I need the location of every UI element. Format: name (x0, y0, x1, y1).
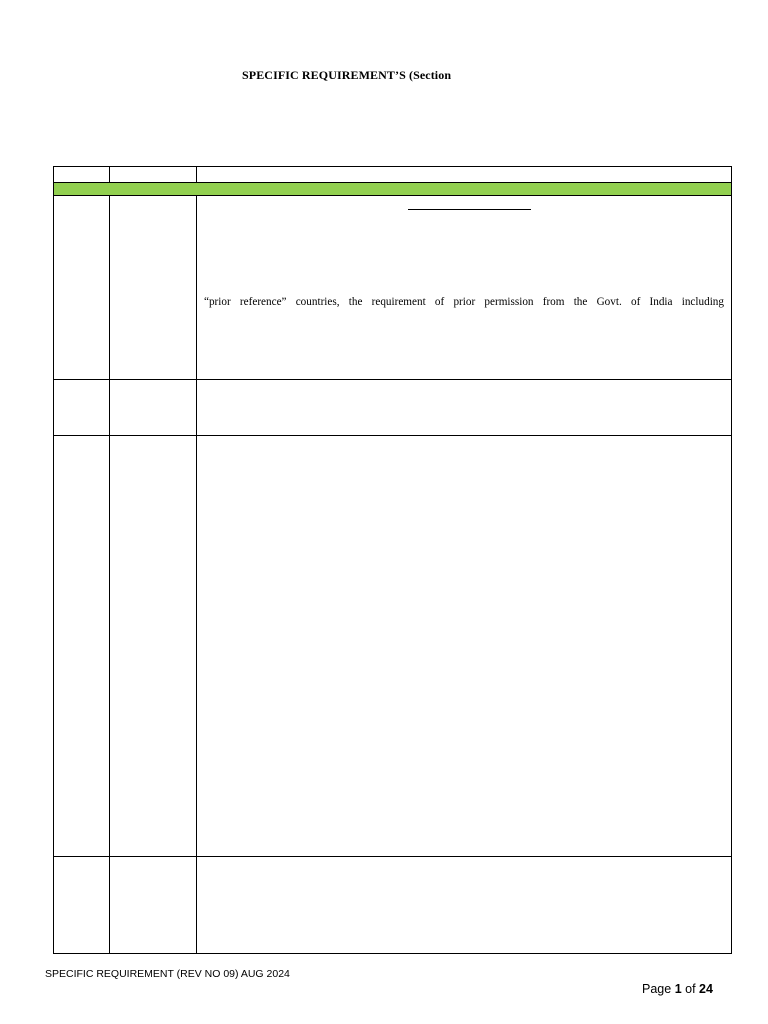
current-page: 1 (674, 982, 682, 996)
underline-rule (408, 209, 531, 210)
row-divider-2 (54, 435, 731, 436)
page-label: Page (642, 982, 672, 996)
page-of-label: of (685, 982, 696, 996)
table-cell-text: “prior reference” countries, the requirement of prior permission from the Govt. of India including (204, 296, 724, 308)
column-divider-2 (196, 167, 197, 953)
page-title: SPECIFIC REQUIREMENT’S (Section (242, 68, 452, 82)
row-divider-3 (54, 856, 731, 857)
footer-revision: SPECIFIC REQUIREMENT (REV NO 09) AUG 2024 (45, 968, 290, 980)
section-header-band (54, 182, 731, 196)
requirements-table (53, 166, 732, 954)
row-divider-1 (54, 379, 731, 380)
total-pages: 24 (699, 982, 713, 996)
column-divider-1 (109, 167, 110, 953)
footer-page-number (642, 982, 713, 996)
